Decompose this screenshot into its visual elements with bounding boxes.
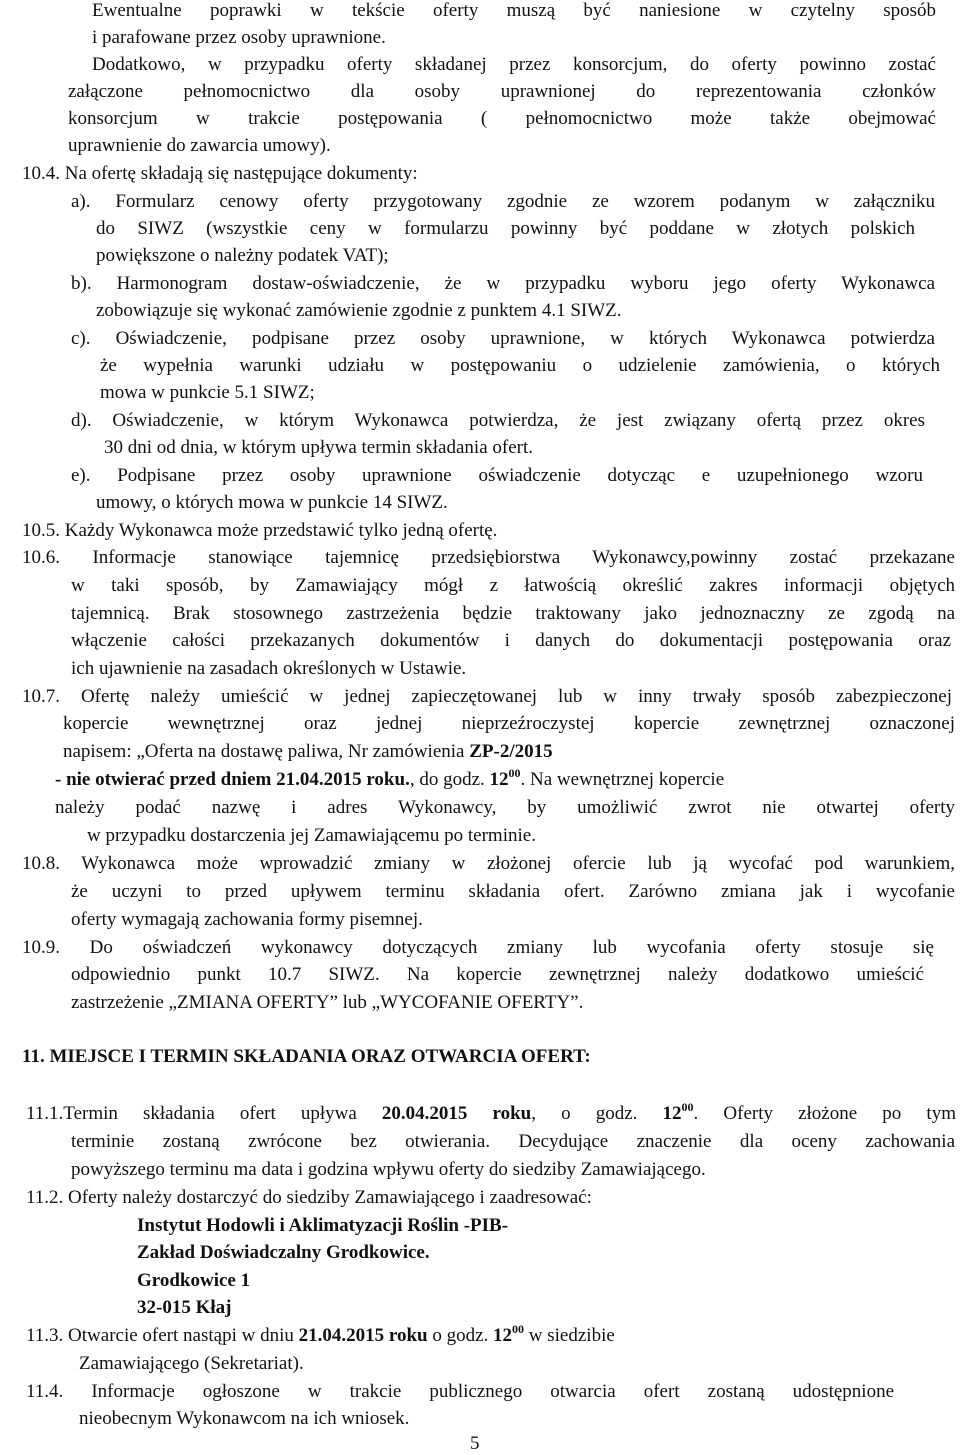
text-run: . Na wewnętrznej kopercie [520, 769, 725, 790]
address-line: Zakład Doświadczalny Grodkowice. [137, 1242, 430, 1263]
order-number: ZP-2/2015 [469, 741, 553, 762]
address-line: 32-015 Kłaj [137, 1297, 232, 1318]
deadline-date: 20.04.2015 roku [381, 1103, 532, 1124]
text-run: - nie otwierać przed dniem [55, 769, 277, 790]
section-10-9: 10.9. Do oświadczeń wykonawcy dotyczących zmiany lub wycofania oferty stosuje się [22, 937, 934, 958]
section-10-5: 10.5. Każdy Wykonawca może przedstawić tylko jedną ofertę. [22, 520, 498, 541]
text-run: , o godz. [531, 1103, 663, 1124]
text-line: mowa w punkcie 5.1 SIWZ; [100, 382, 315, 403]
text-line: a). Formularz cenowy oferty przygotowany zgodnie ze wzorem podanym w załączniku [71, 191, 935, 212]
section-10-6: 10.6. Informacje stanowiące tajemnicę przedsiębiorstwa Wykonawcy,powinny zostać przekazane [22, 547, 955, 568]
text-run: w siedzibie [524, 1325, 615, 1346]
text-line [63, 741, 553, 763]
text-line: że wypełnia warunki udziału w postępowaniu o udzielenie zamówienia, o których [100, 355, 940, 376]
hour: 12 [662, 1103, 682, 1124]
section-11-3 [26, 1322, 615, 1347]
opening-date: 21.04.2015 roku [298, 1325, 428, 1346]
text-line: b). Harmonogram dostaw-oświadczenie, że w przypadku wyboru jego oferty Wykonawca [71, 273, 935, 294]
text-run: 11.1.Termin składania ofert upływa [26, 1103, 382, 1124]
text-line: powiększone o należny podatek VAT); [96, 245, 389, 266]
hour: 12 [493, 1325, 513, 1346]
hour: 12 [489, 769, 509, 790]
address-line: Grodkowice 1 [137, 1270, 251, 1291]
text-line: uprawnienie do zawarcia umowy). [68, 135, 331, 156]
text-run: o godz. [427, 1325, 494, 1346]
text-line: d). Oświadczenie, w którym Wykonawca potwierdza, że jest związany ofertą przez okres [71, 410, 925, 431]
text-line: 30 dni od dnia, w którym upływa termin składania ofert. [104, 437, 533, 458]
text-line: w taki sposób, by Zamawiający mógł z łatwością określić zakres informacji objętych [71, 575, 955, 596]
text-line: że uczyni to przed upływem terminu składania ofert. Zarówno zmiana jak i wycofanie [71, 881, 955, 902]
text-line: nieobecnym Wykonawcom na ich wniosek. [79, 1408, 410, 1429]
text-line: zobowiązuje się wykonać zamówienie zgodnie z punktem 4.1 SIWZ. [96, 300, 622, 321]
text-line: c). Oświadczenie, podpisane przez osoby uprawnione, w których Wykonawca potwierdza [71, 328, 935, 349]
text-run: , do godz. [409, 769, 490, 790]
minutes: 00 [681, 1103, 694, 1114]
text-line: e). Podpisane przez osoby uprawnione oświadczenie dotycząc e uzupełnionego wzoru [71, 465, 923, 486]
section-11-4: 11.4. Informacje ogłoszone w trakcie publicznego otwarcia ofert zostaną udostępnione [26, 1381, 894, 1402]
text-line: i parafowane przez osoby uprawnione. [92, 27, 386, 48]
page-number: 5 [470, 1433, 480, 1454]
text-run: 11.3. Otwarcie ofert nastąpi w dniu [26, 1325, 299, 1346]
text-line: powyższego terminu ma data i godzina wpływu oferty do siedziby Zamawiającego. [71, 1159, 706, 1180]
text-line: Zamawiającego (Sekretariat). [79, 1353, 304, 1374]
text-line [55, 766, 725, 791]
text-line: w przypadku dostarczenia jej Zamawiającemu po terminie. [87, 825, 536, 846]
section-11-1 [26, 1103, 956, 1125]
section-heading-11: 11. MIEJSCE I TERMIN SKŁADANIA ORAZ OTWARCIA OFERT: [22, 1046, 591, 1067]
section-10-8: 10.8. Wykonawca może wprowadzić zmiany w złożonej ofercie lub ją wycofać pod warunkiem, [22, 853, 955, 874]
minutes: 00 [508, 766, 521, 780]
text-line: konsorcjum w trakcie postępowania ( pełnomocnictwo może także obejmować [68, 108, 936, 129]
section-11-2: 11.2. Oferty należy dostarczyć do siedziby Zamawiającego i zaadresować: [26, 1187, 592, 1208]
text-line: załączone pełnomocnictwo dla osoby uprawnionej do reprezentowania członków [68, 81, 936, 102]
text-line: Ewentualne poprawki w tekście oferty muszą być naniesione w czytelny sposób [92, 0, 936, 21]
text-line: oferty wymagają zachowania formy pisemnej. [71, 909, 423, 930]
text-run: . Oferty złożone po tym [693, 1103, 956, 1124]
text-line: włączenie całości przekazanych dokumentów i danych do dokumentacji postępowania oraz [71, 630, 951, 651]
text-line: kopercie wewnętrznej oraz jednej nieprzeźroczystej kopercie zewnętrznej oznaczonej [63, 713, 955, 734]
text-line: Dodatkowo, w przypadku oferty składanej przez konsorcjum, do oferty powinno zostać [92, 54, 936, 75]
text-line: umowy, o których mowa w punkcie 14 SIWZ. [96, 492, 448, 513]
text-line: terminie zostaną zwrócone bez otwierania. Decydujące znaczenie dla oceny zachowania [71, 1131, 955, 1152]
text-line: do SIWZ (wszystkie ceny w formularzu powinny być poddane w złotych polskich [96, 218, 915, 239]
text-line: tajemnicą. Brak stosownego zastrzeżenia będzie traktowany jako jednoznaczny ze zgodą na [71, 603, 955, 624]
text-line: odpowiednio punkt 10.7 SIWZ. Na kopercie zewnętrznej należy dodatkowo umieścić [71, 964, 924, 985]
minutes: 00 [512, 1322, 525, 1336]
opening-date: 21.04.2015 roku. [276, 769, 410, 790]
section-10-4: 10.4. Na ofertę składają się następujące dokumenty: [22, 163, 418, 184]
text-line: ich ujawnienie na zasadach określonych w Ustawie. [71, 658, 467, 679]
address-line: Instytut Hodowli i Aklimatyzacji Roślin -PIB- [137, 1215, 509, 1236]
text-line: zastrzeżenie „ZMIANA OFERTY” lub „WYCOFANIE OFERTY”. [71, 992, 584, 1013]
text-line: należy podać nazwę i adres Wykonawcy, by umożliwić zwrot nie otwartej oferty [55, 797, 955, 818]
section-10-7: 10.7. Ofertę należy umieścić w jednej zapieczętowanej lub w inny trwały sposób zabezpieczonej [22, 686, 952, 707]
text-run: napisem: „Oferta na dostawę paliwa, Nr zamówienia [63, 741, 470, 762]
